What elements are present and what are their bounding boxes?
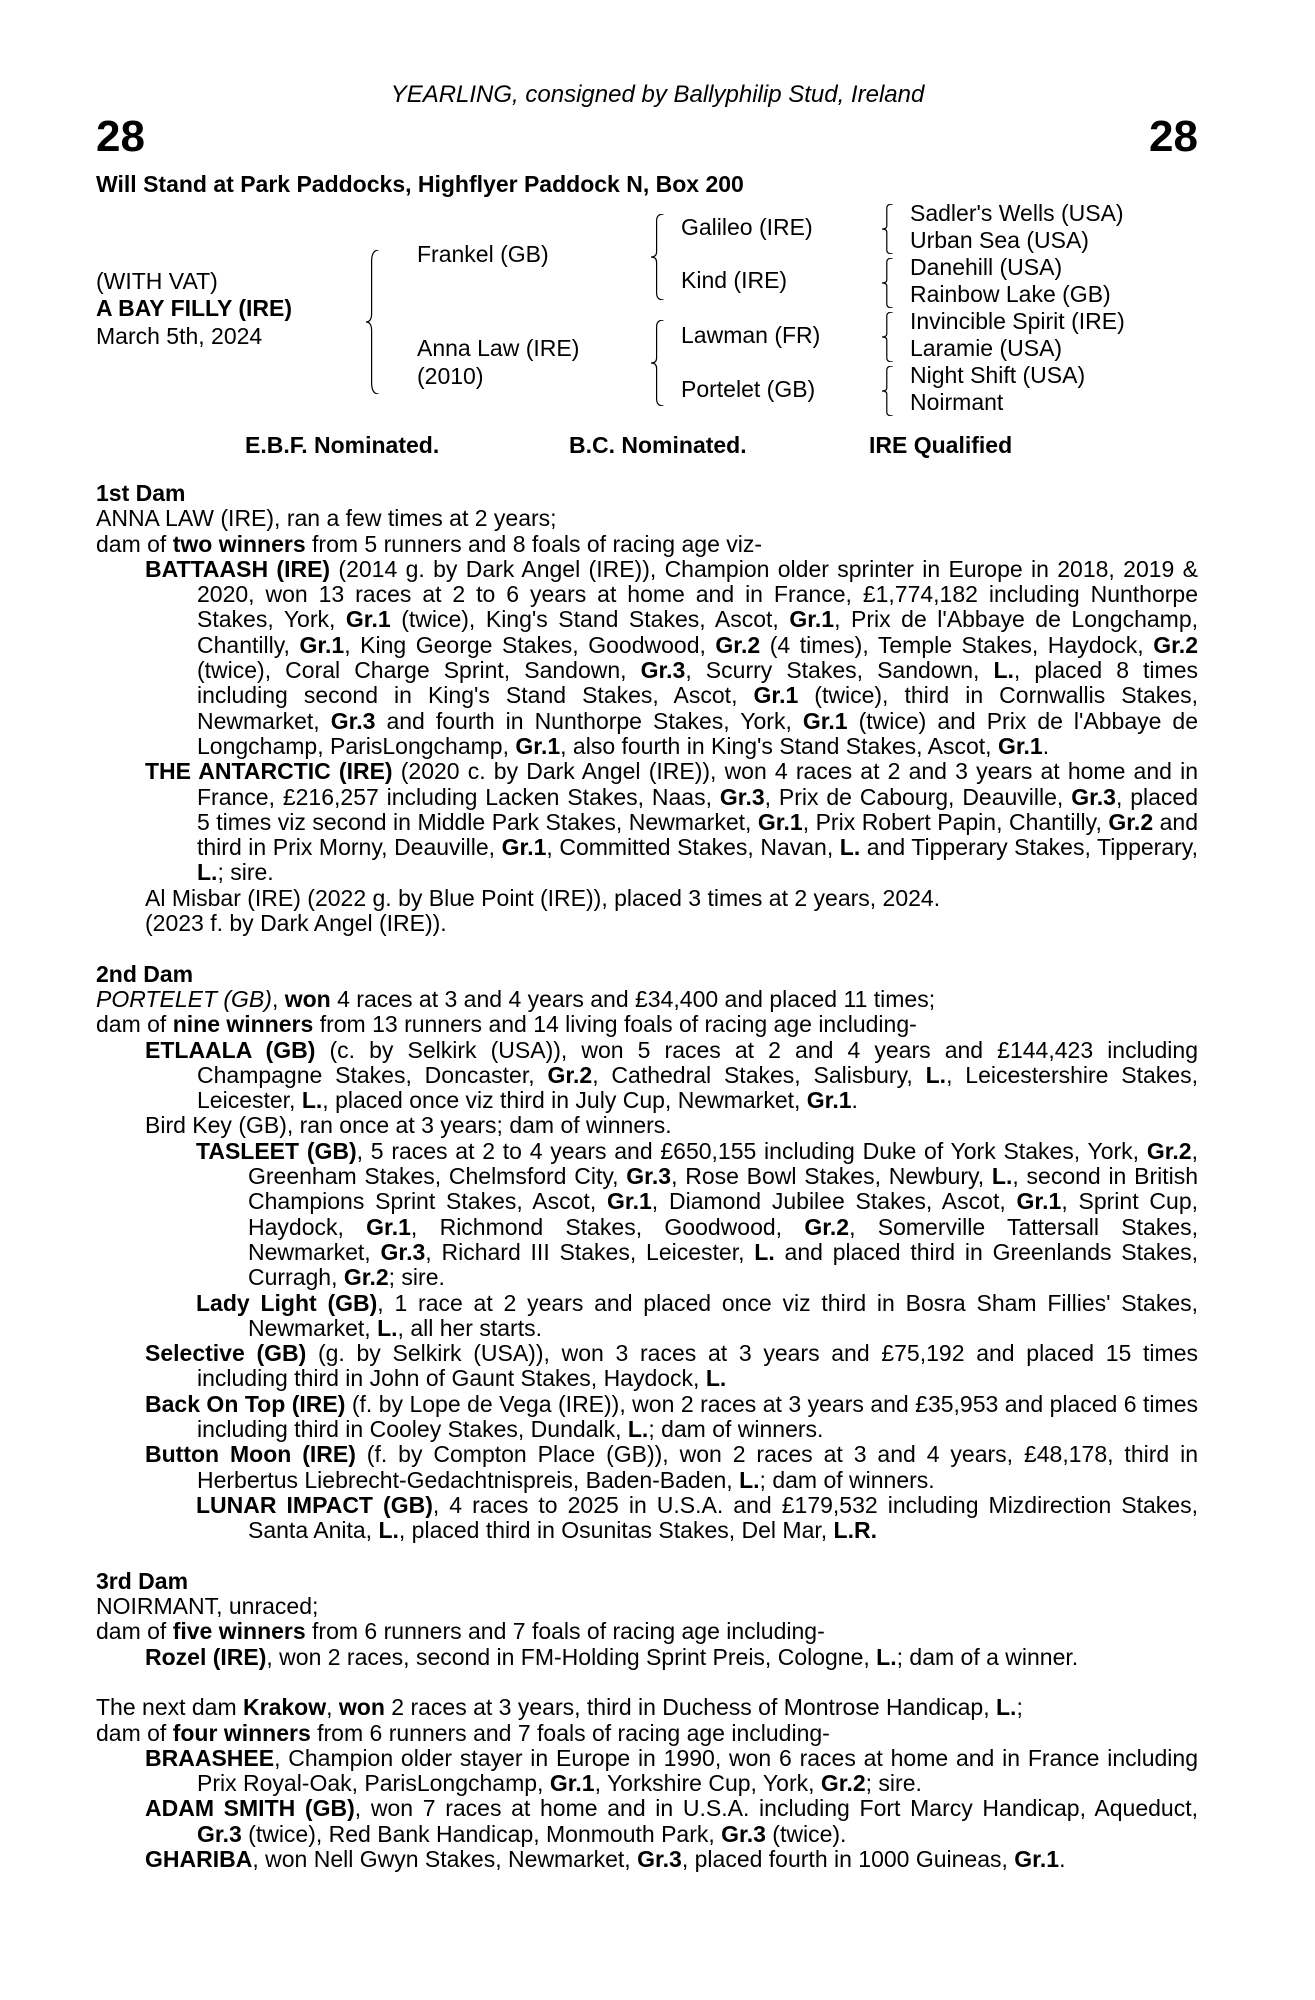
bold-text: Gr.1	[549, 1770, 595, 1797]
entry-text: (f. by Compton Place (GB)), won 2 races at 3 and 4 years, £48,178, third in Herbertus Liebrecht-Gedachtnispreis, Baden-Baden,	[197, 1441, 1198, 1493]
bold-text: Gr.2	[820, 1770, 866, 1797]
bold-text: Gr.1	[806, 1087, 852, 1114]
entry-text: ; dam of winners.	[759, 1466, 935, 1493]
bold-text: Gr.1	[366, 1213, 411, 1240]
bold-text: Gr.1	[753, 682, 799, 709]
bold-text: L.	[377, 1314, 398, 1341]
bold-text: L.	[995, 1694, 1017, 1721]
produce-entry	[96, 1721, 1198, 1746]
entry-text: , placed 8 times including second in King's Stand Stakes, Ascot,	[197, 657, 1198, 709]
pedigree-brace	[882, 258, 894, 308]
produce-entry	[96, 1341, 1198, 1392]
lot-number-left: 28	[96, 112, 145, 161]
great-grandparent: Noirmant	[910, 389, 1004, 415]
granddam: Portelet (GB)	[681, 376, 816, 402]
bold-text: L.	[839, 834, 861, 861]
produce-entry	[96, 1012, 1198, 1037]
pedigree-brace	[882, 204, 894, 254]
entry-text: ; dam of a winner.	[896, 1643, 1079, 1670]
entry-text: .	[1042, 732, 1050, 759]
bold-text: ETLAALA (GB)	[145, 1036, 316, 1063]
entry-text: dam of	[96, 1719, 173, 1746]
bold-text: Gr.2	[1146, 1137, 1192, 1164]
bold-text: Krakow	[243, 1694, 327, 1721]
produce-entry	[96, 506, 1198, 531]
great-grandparent: Laramie (USA)	[910, 335, 1063, 361]
produce-entry	[96, 1442, 1198, 1493]
pedigree-brace	[366, 250, 380, 394]
dam-section	[96, 481, 1198, 936]
entry-text: , placed once viz third in July Cup, Newmarket,	[322, 1087, 807, 1114]
entry-text: ; sire.	[865, 1770, 922, 1797]
vat-note: (WITH VAT)	[96, 268, 218, 294]
section-heading: 1st Dam	[96, 480, 186, 506]
entry-text: ANNA LAW (IRE), ran a few times at 2 years;	[96, 505, 557, 532]
bold-text: L.	[739, 1466, 760, 1493]
bold-text: Gr.2	[343, 1264, 389, 1291]
entry-text: .	[851, 1087, 858, 1114]
bold-text: Gr.3	[1071, 783, 1116, 810]
entry-text: , also fourth in King's Stand Stakes, Ascot,	[560, 732, 998, 759]
bold-text: L.	[993, 657, 1014, 684]
entry-text: , Rose Bowl Stakes, Newbury,	[671, 1163, 992, 1190]
entry-text: dam of	[96, 1011, 173, 1038]
bold-text: Gr.3	[721, 1820, 766, 1847]
bc-nominated: B.C. Nominated.	[569, 432, 747, 458]
entry-text: , Richmond Stakes, Goodwood,	[410, 1213, 805, 1240]
entry-text: Bird Key (GB), ran once at 3 years; dam of winners.	[145, 1112, 672, 1139]
bold-text: GHARIBA	[145, 1846, 253, 1873]
bold-text: Selective (GB)	[145, 1340, 307, 1367]
sire-name: Frankel (GB)	[417, 241, 549, 267]
great-grandparent: Danehill (USA)	[910, 254, 1063, 280]
entry-text: , Richard III Stakes, Leicester,	[425, 1238, 755, 1265]
bold-text: L.	[754, 1238, 775, 1265]
bold-text: two winners	[172, 530, 306, 557]
bold-text: Gr.1	[1014, 1846, 1060, 1873]
lot-name: A BAY FILLY (IRE)	[96, 295, 292, 321]
bold-text: Gr.2	[547, 1061, 593, 1088]
ire-qualified: IRE Qualified	[869, 432, 1013, 458]
bold-text: THE ANTARCTIC (IRE)	[145, 758, 393, 785]
produce-entry	[96, 1746, 1198, 1797]
bold-text: Gr.1	[345, 606, 391, 633]
section-heading: 2nd Dam	[96, 960, 194, 987]
pedigree-brace	[882, 366, 894, 416]
entry-text: Al Misbar (IRE) (2022 g. by Blue Point (IRE)), placed 3 times at 2 years, 2024.	[145, 884, 941, 911]
bold-text: Gr.1	[802, 707, 848, 734]
entry-text: (twice).	[765, 1820, 847, 1847]
entry-text: , Prix de l'Abbaye de Longchamp, Chantilly,	[197, 606, 1199, 658]
entry-text: , 5 races at 2 to 4 years and £650,155 including Duke of York Stakes, York,	[356, 1137, 1147, 1164]
produce-entry	[96, 1291, 1198, 1342]
bold-text: won	[284, 985, 331, 1012]
bold-text: won	[338, 1694, 385, 1721]
entry-text: , Somerville Tattersall Stakes, Newmarket,	[248, 1213, 1199, 1265]
entry-text: , placed 5 times viz second in Middle Park Stakes, Newmarket,	[197, 783, 1198, 835]
bold-text: Gr.3	[380, 1238, 426, 1265]
produce-record	[96, 481, 1198, 1872]
produce-entry	[96, 1619, 1198, 1644]
entry-text: , won 7 races at home and in U.S.A. including Fort Marcy Handicap, Aqueduct,	[354, 1795, 1198, 1822]
lot-number-right: 28	[1149, 112, 1198, 161]
entry-text: , 1 race at 2 years and placed once viz third in Bosra Sham Fillies' Stakes, Newmarket,	[248, 1289, 1199, 1341]
entry-text: , Prix Robert Papin, Chantilly,	[802, 808, 1109, 835]
bold-text: L.	[705, 1365, 727, 1392]
entry-text: NOIRMANT, unraced;	[96, 1593, 319, 1620]
bold-text: Back On Top (IRE)	[145, 1390, 346, 1417]
bold-text: Rozel (IRE)	[145, 1643, 267, 1670]
entry-text: , Champion older stayer in Europe in 1990, won 6 races at home and in France including Prix Royal-Oak, ParisLongchamp,	[197, 1744, 1198, 1797]
bold-text: Gr.3	[640, 657, 686, 684]
bold-text: four winners	[172, 1719, 311, 1746]
entry-text: ; sire.	[388, 1264, 445, 1291]
bold-text: Gr.1	[299, 631, 345, 658]
entry-text: and placed third in Greenlands Stakes, Curragh,	[248, 1238, 1199, 1291]
entry-text: (f. by Lope de Vega (IRE)), won 2 races at 3 years and £35,953 and placed 6 times including third in Cooley Stakes, Dundalk,	[197, 1390, 1198, 1442]
entry-text: and fourth in Nunthorpe Stakes, York,	[375, 707, 803, 734]
entry-text: ,	[271, 985, 285, 1012]
entry-text: (twice), Coral Charge Sprint, Sandown,	[197, 657, 641, 684]
granddam: Kind (IRE)	[681, 267, 788, 293]
produce-entry	[96, 987, 1198, 1012]
bold-text: L.	[197, 859, 218, 886]
pedigree-brace	[651, 214, 665, 300]
bold-text: Gr.1	[1016, 1188, 1062, 1215]
produce-entry	[96, 1645, 1198, 1670]
bold-text: five winners	[172, 1618, 306, 1645]
entry-text: (2020 c. by Dark Angel (IRE)), won 4 races at 2 and 3 years at home and in France, £216,257 including Lacken Stakes, Naas,	[197, 758, 1198, 810]
produce-entry	[96, 1594, 1198, 1619]
bold-text: ADAM SMITH (GB)	[145, 1795, 355, 1822]
foaling-date: March 5th, 2024	[96, 323, 263, 349]
pedigree-brace	[651, 320, 665, 406]
bold-text: nine winners	[172, 1011, 314, 1038]
produce-entry	[96, 1392, 1198, 1443]
entry-text: , Prix de Cabourg, Deauville,	[764, 783, 1072, 810]
bold-text: Gr.2	[1153, 631, 1198, 658]
entry-text: from 6 runners and 7 foals of racing age including-	[305, 1618, 825, 1645]
entry-text: and third in Prix Morny, Deauville,	[197, 808, 1199, 861]
bold-text: Button Moon (IRE)	[145, 1441, 356, 1468]
entry-text: , Committed Stakes, Navan,	[546, 834, 840, 861]
bold-text: Gr.1	[515, 732, 561, 759]
entry-text: (2023 f. by Dark Angel (IRE)).	[145, 910, 447, 937]
bold-text: Gr.3	[719, 783, 765, 810]
entry-text: (twice) and Prix de l'Abbaye de Longchamp, ParisLongchamp,	[197, 707, 1198, 759]
ebf-nominated: E.B.F. Nominated.	[245, 432, 440, 458]
bold-text: Gr.1	[997, 732, 1043, 759]
bold-text: TASLEET (GB)	[196, 1137, 357, 1164]
bold-text: Gr.1	[607, 1188, 652, 1215]
grandsire: Lawman (FR)	[681, 322, 821, 348]
produce-entry	[96, 1695, 1198, 1720]
produce-entry	[96, 886, 1198, 911]
produce-entry	[96, 1847, 1198, 1872]
entry-text: , Scurry Stakes, Sandown,	[685, 657, 994, 684]
bold-text: L.	[991, 1163, 1013, 1190]
produce-entry	[96, 759, 1198, 885]
entry-text: , Yorkshire Cup, York,	[594, 1770, 821, 1797]
bold-text: Gr.3	[637, 1846, 682, 1873]
entry-text: , King George Stakes, Goodwood,	[344, 631, 716, 658]
bold-text: L.	[301, 1087, 323, 1114]
produce-entry	[96, 1113, 1198, 1138]
great-grandparent: Rainbow Lake (GB)	[910, 281, 1111, 307]
great-grandparent: Invincible Spirit (IRE)	[910, 308, 1125, 334]
entry-text: , Greenham Stakes, Chelmsford City,	[248, 1137, 1198, 1190]
produce-entry	[96, 1139, 1198, 1291]
bold-text: BATTAASH (IRE)	[145, 555, 331, 582]
produce-entry	[96, 532, 1198, 557]
grandsire: Galileo (IRE)	[681, 214, 813, 240]
dam-section	[96, 1695, 1198, 1872]
bold-text: Gr.3	[197, 1820, 242, 1847]
pedigree-brace	[882, 312, 894, 362]
entry-text: (twice), Red Bank Handicap, Monmouth Park,	[241, 1820, 722, 1847]
entry-text: ; sire.	[217, 859, 274, 886]
produce-entry	[96, 911, 1198, 936]
dam-section	[96, 1569, 1198, 1670]
bold-text: Gr.3	[626, 1163, 672, 1190]
great-grandparent: Night Shift (USA)	[910, 362, 1086, 388]
entry-text: , 4 races to 2025 in U.S.A. and £179,532 including Mizdirection Stakes, Santa Anita,	[248, 1491, 1198, 1544]
entry-text: ,	[326, 1694, 339, 1721]
bold-text: Gr.3	[330, 707, 376, 734]
entry-text: (2014 g. by Dark Angel (IRE)), Champion older sprinter in Europe in 2018, 2019 & 2020, won 13 races at 2 to 6 years at home and in France, £1,774,182 including Nunthorpe Stakes, York,	[197, 555, 1198, 633]
dam-name: Anna Law (IRE)	[417, 335, 580, 361]
great-grandparent: Sadler's Wells (USA)	[910, 200, 1124, 226]
produce-entry	[96, 1038, 1198, 1114]
entry-text: from 5 runners and 8 foals of racing age viz-	[305, 530, 763, 557]
entry-text: The next dam	[96, 1694, 244, 1721]
bold-text: Gr.1	[501, 834, 547, 861]
bold-text: L.	[925, 1061, 947, 1088]
entry-text: from 6 runners and 7 foals of racing age including-	[310, 1719, 830, 1746]
section-heading: 3rd Dam	[96, 1567, 189, 1594]
entry-text: , all her starts.	[397, 1314, 542, 1341]
italic-text: PORTELET (GB)	[96, 985, 272, 1012]
bold-text: L.	[378, 1517, 399, 1544]
bold-text: Gr.2	[715, 631, 761, 658]
dam-year: (2010)	[417, 363, 484, 389]
bold-text: Gr.2	[1108, 808, 1154, 835]
bold-text: L.R.	[833, 1517, 877, 1544]
bold-text: BRAASHEE	[145, 1744, 275, 1771]
entry-text: , Leicestershire Stakes, Leicester,	[197, 1061, 1198, 1114]
entry-text: dam of	[96, 530, 173, 557]
entry-text: , placed fourth in 1000 Guineas,	[681, 1846, 1015, 1873]
entry-text: dam of	[96, 1618, 173, 1645]
entry-text: (twice), King's Stand Stakes, Ascot,	[390, 606, 790, 633]
bold-text: Gr.2	[804, 1213, 850, 1240]
bold-text: Lady Light (GB)	[196, 1289, 378, 1316]
entry-text: (twice), third in Cornwallis Stakes, Newmarket,	[197, 682, 1198, 734]
bold-text: Gr.1	[757, 808, 803, 835]
produce-entry	[96, 1796, 1198, 1847]
entry-text: from 13 runners and 14 living foals of racing age including-	[313, 1011, 917, 1038]
bold-text: L.	[876, 1643, 897, 1670]
bold-text: LUNAR IMPACT (GB)	[196, 1491, 433, 1518]
entry-text: .	[1059, 1846, 1066, 1873]
entry-text: 2 races at 3 years, third in Duchess of Montrose Handicap,	[384, 1694, 996, 1721]
entry-text: (g. by Selkirk (USA)), won 3 races at 3 years and £75,192 and placed 15 times including third in John of Gaunt Stakes, Haydock,	[197, 1340, 1198, 1392]
entry-text: (c. by Selkirk (USA)), won 5 races at 2 and 4 years and £144,423 including Champagne Stakes, Doncaster,	[197, 1036, 1198, 1088]
entry-text: , Diamond Jubilee Stakes, Ascot,	[651, 1188, 1017, 1215]
bold-text: L.	[627, 1415, 649, 1442]
catalogue-title: YEARLING, consigned by Ballyphilip Stud, Ireland	[390, 81, 925, 108]
produce-entry	[96, 1493, 1198, 1544]
entry-text: (4 times), Temple Stakes, Haydock,	[760, 631, 1154, 658]
entry-text: , won Nell Gwyn Stakes, Newmarket,	[252, 1846, 638, 1873]
stand-location: Will Stand at Park Paddocks, Highflyer Paddock N, Box 200	[96, 171, 744, 197]
entry-text: , Cathedral Stakes, Salisbury,	[592, 1061, 926, 1088]
entry-text: and Tipperary Stakes, Tipperary,	[860, 834, 1198, 861]
great-grandparent: Urban Sea (USA)	[910, 227, 1089, 253]
entry-text: , won 2 races, second in FM-Holding Sprint Preis, Cologne,	[266, 1643, 877, 1670]
dam-section	[96, 962, 1198, 1544]
entry-text: , second in British Champions Sprint Stakes, Ascot,	[248, 1163, 1199, 1215]
entry-text: , placed third in Osunitas Stakes, Del Mar,	[398, 1517, 834, 1544]
produce-entry	[96, 557, 1198, 759]
bold-text: Gr.1	[789, 606, 835, 633]
entry-text: 4 races at 3 and 4 years and £34,400 and placed 11 times;	[330, 985, 936, 1012]
entry-text: ;	[1016, 1694, 1023, 1721]
entry-text: , Sprint Cup, Haydock,	[248, 1188, 1198, 1240]
entry-text: ; dam of winners.	[648, 1415, 824, 1442]
